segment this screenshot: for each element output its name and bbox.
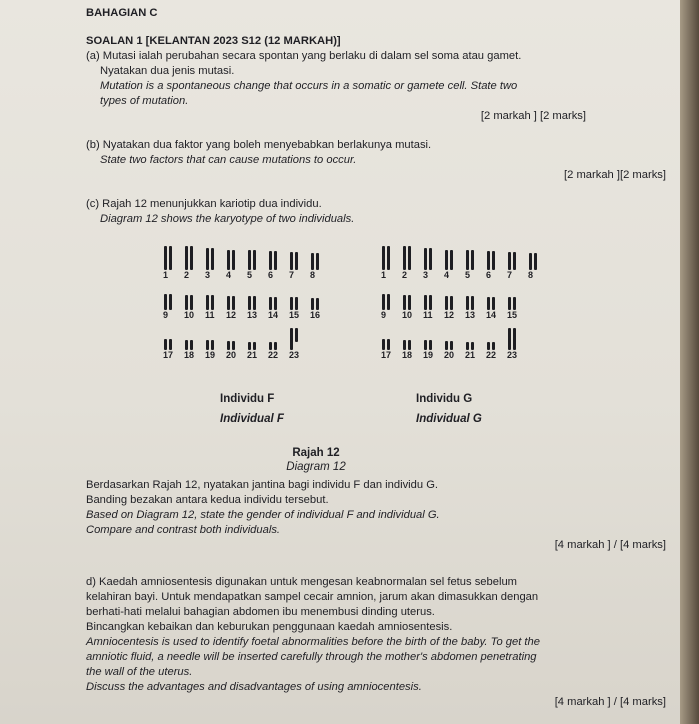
chromosome-number: 7 <box>289 270 295 280</box>
label-individual-g <box>416 392 482 432</box>
part-c-question-ms-2: Banding bezakan antara kedua individu tersebut. <box>86 494 329 506</box>
chromosome-number: 10 <box>184 310 195 320</box>
part-b-en: State two factors that can cause mutations to occur. <box>100 154 357 166</box>
chromosome-1 <box>164 246 172 270</box>
part-c-marks: [4 markah ] / [4 marks] <box>554 539 666 551</box>
part-c-en: Diagram 12 shows the karyotype of two individuals. <box>100 213 355 225</box>
chromosome-number: 18 <box>402 350 413 360</box>
chromosome-number: 15 <box>289 310 300 320</box>
chromosome-number: 11 <box>205 310 215 320</box>
chromosome-number: 22 <box>268 350 279 360</box>
label-individual-f-ms: Individu F <box>220 393 275 405</box>
part-d-en-3: the wall of the uterus. <box>86 666 193 678</box>
chromosome-number: 6 <box>268 270 274 280</box>
chromosome-2 <box>185 246 193 270</box>
part-d-ms-4: Bincangkan kebaikan dan keburukan penggunaan kaedah amniosentesis. <box>86 621 453 633</box>
part-a-marks: [2 markah ] [2 marks] <box>480 110 586 122</box>
chromosome-number: 23 <box>507 350 518 360</box>
chromosome-number: 9 <box>163 310 169 320</box>
chromosome-number: 14 <box>486 310 497 320</box>
diagram-caption <box>86 446 666 474</box>
chromosome-number: 18 <box>184 350 195 360</box>
chromosome-4 <box>445 250 453 270</box>
part-d-en-2: amniotic fluid, a needle will be inserted carefully through the mother's abdomen penetrating <box>86 651 537 663</box>
chromosome-number: 15 <box>507 310 518 320</box>
label-individual-g-ms: Individu G <box>416 393 473 405</box>
chromosome-number: 6 <box>486 270 492 280</box>
part-c-ms: (c) Rajah 12 menunjukkan kariotip dua individu. <box>86 198 322 210</box>
chromosome-23 <box>508 328 516 350</box>
karyotype-individual-f <box>164 242 334 362</box>
chromosome-number: 2 <box>402 270 408 280</box>
chromosome-number: 12 <box>226 310 237 320</box>
chromosome-3 <box>424 248 432 270</box>
part-b-ms: (b) Nyatakan dua faktor yang boleh menyebabkan berlakunya mutasi. <box>86 139 432 151</box>
caption-ms: Rajah 12 <box>292 447 340 459</box>
karyotype-individual-g <box>382 242 552 362</box>
section-header: BAHAGIAN C <box>86 7 158 19</box>
chromosome-number: 7 <box>507 270 513 280</box>
part-a-ms-2: Nyatakan dua jenis mutasi. <box>100 65 235 77</box>
chromosome-number: 3 <box>205 270 211 280</box>
chromosome-number: 23 <box>289 350 300 360</box>
chromosome-number: 8 <box>528 270 534 280</box>
label-individual-g-en: Individual G <box>416 413 482 425</box>
chromosome-number: 20 <box>444 350 455 360</box>
chromosome-number: 21 <box>247 350 258 360</box>
part-d-en-1: Amniocentesis is used to identify foetal abnormalities before the birth of the baby. To get the <box>86 636 540 648</box>
chromosome-number: 4 <box>444 270 450 280</box>
chromosome-5 <box>248 250 256 270</box>
caption-en: Diagram 12 <box>286 461 346 473</box>
chromosome-number: 19 <box>423 350 434 360</box>
part-a-en-2: types of mutation. <box>100 95 189 107</box>
chromosome-4 <box>227 250 235 270</box>
chromosome-number: 13 <box>247 310 258 320</box>
part-d-ms-2: kelahiran bayi. Untuk mendapatkan sampel cecair amnion, jarum akan dimasukkan dengan <box>86 591 539 603</box>
part-a-ms-1: (a) Mutasi ialah perubahan secara spontan yang berlaku di dalam sel soma atau gamet. <box>86 50 522 62</box>
part-c-question-en-1: Based on Diagram 12, state the gender of individual F and individual G. <box>86 509 440 521</box>
chromosome-23 <box>290 328 298 350</box>
chromosome-number: 21 <box>465 350 476 360</box>
table-edge <box>680 0 699 724</box>
part-a-en-1: Mutation is a spontaneous change that occurs in a somatic or gamete cell. State two <box>100 80 518 92</box>
chromosome-number: 5 <box>247 270 253 280</box>
chromosome-number: 4 <box>226 270 232 280</box>
chromosome-3 <box>206 248 214 270</box>
chromosome-number: 9 <box>381 310 387 320</box>
part-d-ms-3: berhati-hati melalui bahagian abdomen ibu menembusi dinding uterus. <box>86 606 435 618</box>
part-d-marks: [4 markah ] / [4 marks] <box>554 696 666 708</box>
chromosome-number: 20 <box>226 350 237 360</box>
chromosome-number: 16 <box>310 310 321 320</box>
karyotype-diagram <box>86 242 666 392</box>
part-c-question-ms-1: Berdasarkan Rajah 12, nyatakan jantina bagi individu F dan individu G. <box>86 479 439 491</box>
chromosome-5 <box>466 250 474 270</box>
chromosome-number: 2 <box>184 270 190 280</box>
chromosome-number: 1 <box>381 270 387 280</box>
chromosome-number: 11 <box>423 310 433 320</box>
chromosome-number: 17 <box>163 350 174 360</box>
chromosome-number: 13 <box>465 310 476 320</box>
label-individual-f <box>220 392 284 432</box>
label-individual-f-en: Individual F <box>220 413 284 425</box>
chromosome-number: 22 <box>486 350 497 360</box>
chromosome-1 <box>382 246 390 270</box>
chromosome-number: 8 <box>310 270 316 280</box>
chromosome-number: 5 <box>465 270 471 280</box>
chromosome-number: 12 <box>444 310 455 320</box>
chromosome-number: 19 <box>205 350 216 360</box>
part-b-marks: [2 markah ][2 marks] <box>564 169 666 181</box>
question-title: SOALAN 1 [KELANTAN 2023 S12 (12 MARKAH)] <box>86 35 341 47</box>
chromosome-number: 1 <box>163 270 169 280</box>
chromosome-2 <box>403 246 411 270</box>
chromosome-number: 3 <box>423 270 429 280</box>
chromosome-number: 17 <box>381 350 392 360</box>
part-d-ms-1: d) Kaedah amniosentesis digunakan untuk mengesan keabnormalan sel fetus sebelum <box>86 576 517 588</box>
part-c-question-en-2: Compare and contrast both individuals. <box>86 524 281 536</box>
chromosome-number: 10 <box>402 310 413 320</box>
chromosome-number: 14 <box>268 310 279 320</box>
part-d-en-4: Discuss the advantages and disadvantages of using amniocentesis. <box>86 681 422 693</box>
